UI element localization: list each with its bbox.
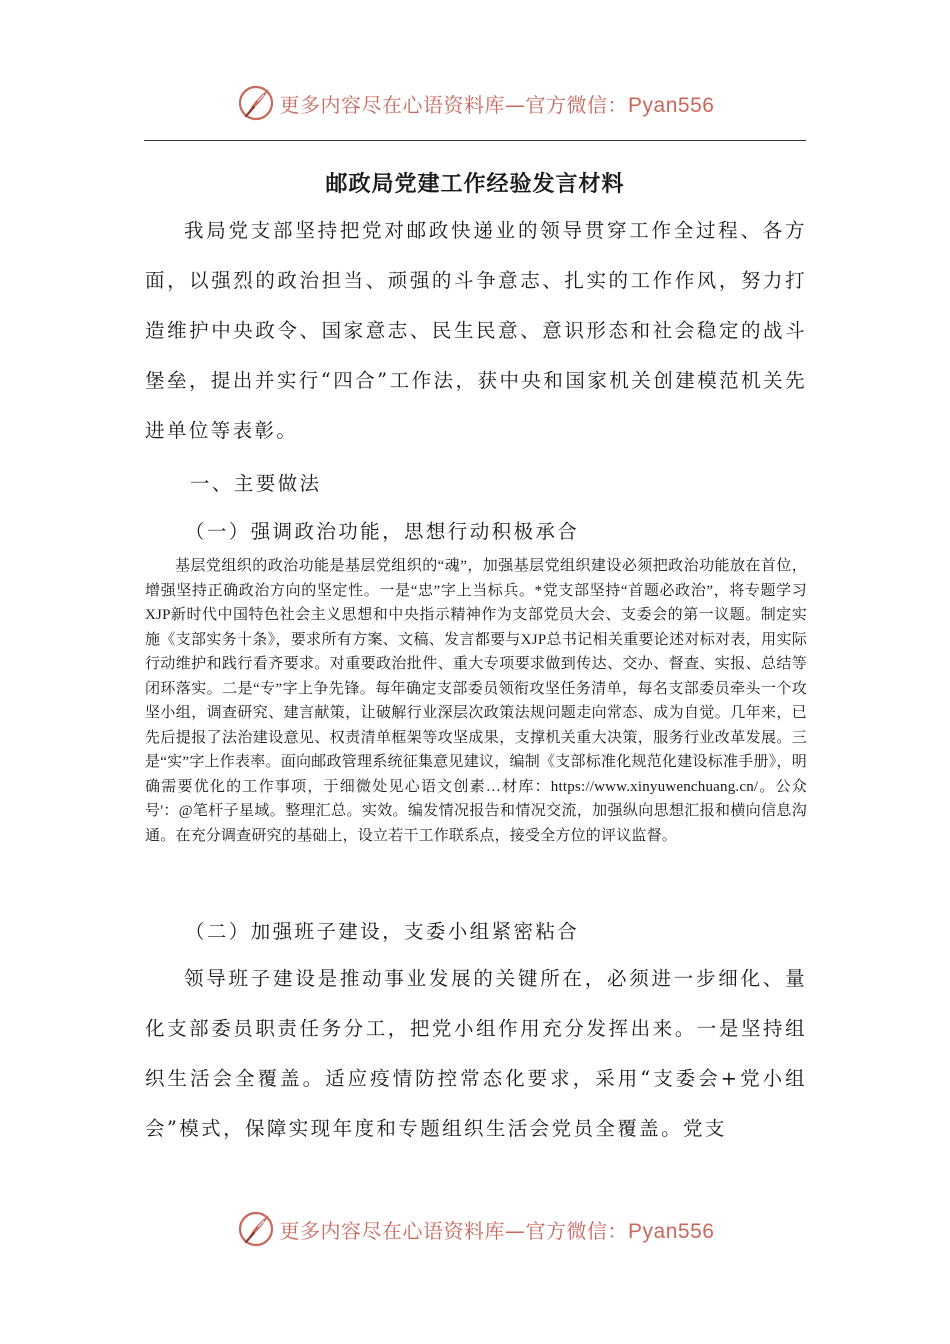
subsection-heading-1: （一）强调政治功能，思想行动积极承合: [185, 520, 580, 543]
subsection-2-body: 领导班子建设是推动事业发展的关键所在，必须进一步细化、量化支部委员职责任务分工，把党小组作用充分发挥出来。一是坚持组织生活会全覆盖。适应疫情防控常态化要求，采用“支委会+党小组会”模式，保障实现年度和专题组织生活会党员全覆盖。党支: [145, 967, 807, 1140]
footer-banner: [0, 1204, 950, 1254]
header-banner-label: 更多内容尽在心语资料库—官方微信：: [279, 92, 629, 117]
footer-banner-text: [280, 1215, 715, 1244]
intro-paragraph: 我局党支部坚持把党对邮政快递业的领导贯穿工作全过程、各方面，以强烈的政治担当、顽强的斗争意志、扎实的工作作风，努力打造维护中央政令、国家意志、民生民意、意识形态和社会稳定的战斗堡垒，提出并实行“四合”工作法，获中央和国家机关创建模范机关先进单位等表彰。: [145, 219, 807, 442]
header-divider: [144, 140, 806, 141]
header-banner: [0, 78, 950, 128]
footer-banner-label: 更多内容尽在心语资料库—官方微信：: [279, 1218, 629, 1243]
quill-logo-icon: [236, 83, 276, 123]
subsection-heading-2: （二）加强班子建设，支委小组紧密粘合: [185, 920, 580, 943]
header-wechat-id: Pyan556: [628, 93, 715, 117]
document-title: 邮政局党建工作经验发言材料: [325, 172, 625, 197]
subsection-1-body: 基层党组织的政治功能是基层党组织的“魂”，加强基层党组织建设必须把政治功能放在首位，增强坚持正确政治方向的坚定性。一是“忠”字上当标兵。*党支部坚持“首题必政治”，将专题学习XJP新时代中国特色社会主义思想和中央指示精神作为支部党员大会、支委会的第一议题。制定实施《支部实务十条》，要求所有方案、文稿、发言都要与XJP总书记相关重要论述对标对表，用实际行动维护和践行看齐要求。对重要政治批件、重大专项要求做到传达、交办、督查、实报、总结等闭环落实。二是“专”字上争先锋。每年确定支部委员领衔攻坚任务清单，每名支部委员牵头一个攻坚小组，调查研究、建言献策，让破解行业深层次政策法规问题走向常态、成为自觉。几年来，已先后提报了法治建设意见、权责清单框架等攻坚成果，支撑机关重大决策，服务行业改革发展。三是“实”字上作表率。面向邮政管理系统征集意见建议，编制《支部标准化规范化建设标准手册》，明确需要优化的工作事项，于细微处见心语文创素…材库：https://www.xinyuwenchuang.cn/。公众号'：@笔杆子星域。整理汇总。实效。编发情况报告和情况交流，加强纵向思想汇报和横向信息沟通。在充分调查研究的基础上，设立若干工作联系点，接受全方位的评议监督。: [145, 558, 807, 844]
section-heading-main-practices: 一、主要做法: [190, 472, 322, 495]
header-banner-text: [280, 89, 715, 118]
quill-logo-icon: [236, 1209, 276, 1249]
footer-wechat-id: Pyan556: [628, 1219, 715, 1243]
